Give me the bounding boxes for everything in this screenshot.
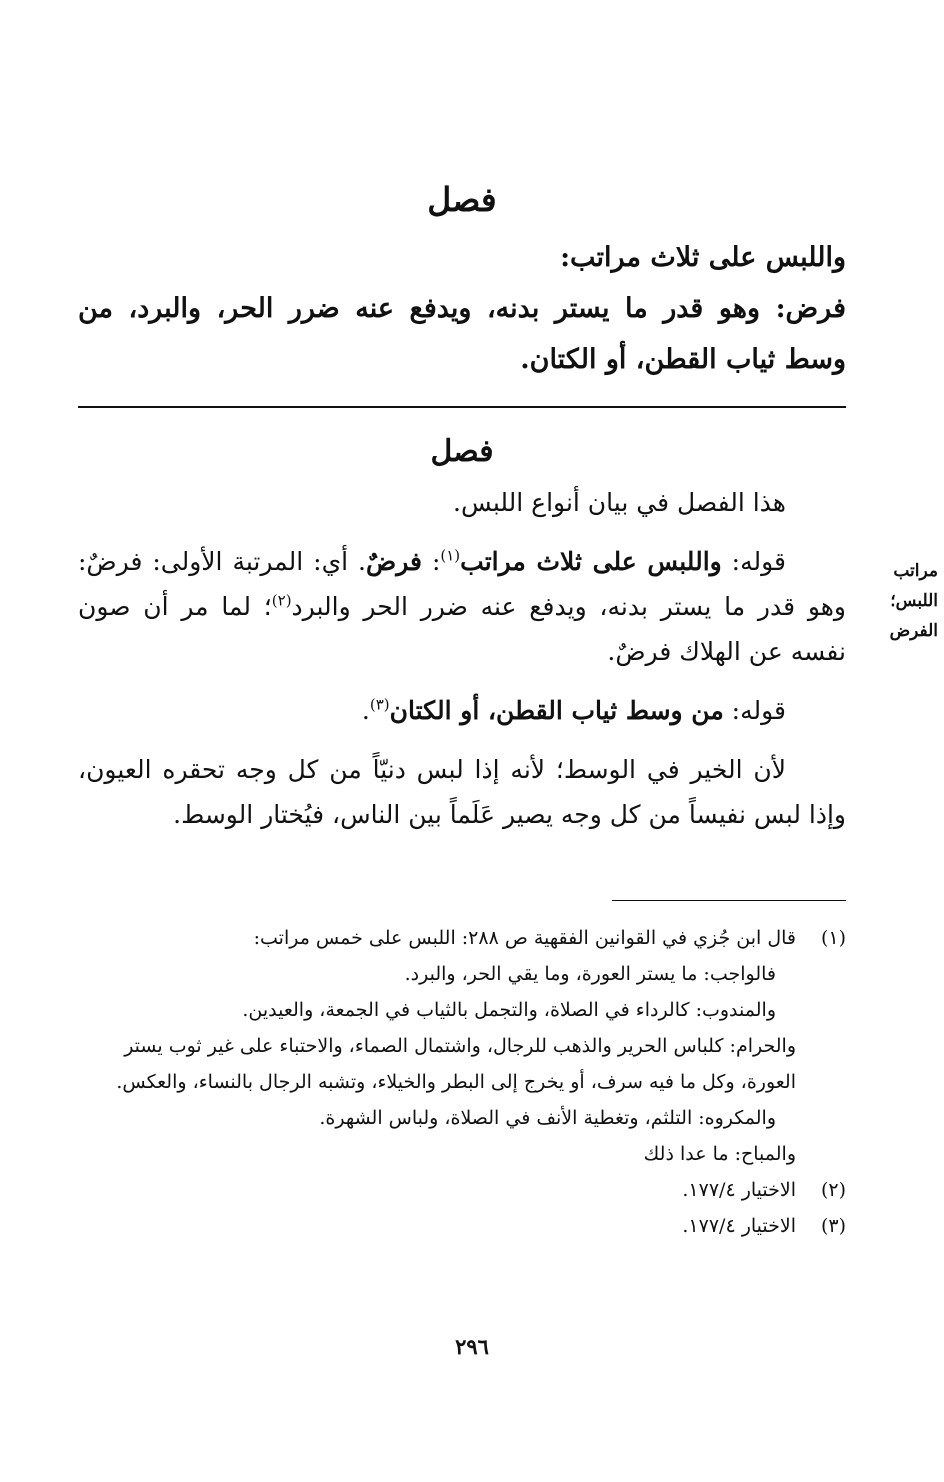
footnote-1-line: والمباح: ما عدا ذلك — [643, 1143, 796, 1165]
footnote-1-line: والمندوب: كالرداء في الصلاة، والتجمل بالثياب في الجمعة، والعيدين. — [242, 999, 776, 1021]
margin-note-line-2: اللبس؛ — [890, 591, 938, 611]
footnote-2: (٢) الاختيار ١٧٧/٤. — [78, 1172, 846, 1208]
footnote-number: (٢) — [820, 1179, 846, 1201]
commentary-para-2: قوله: من وسط ثياب القطن، أو الكتان$^{(٣)}$. — [361, 695, 786, 725]
margin-note-line-1: مراتب — [893, 561, 938, 581]
footnote-1-line: فالواجب: ما يستر العورة، وما يقي الحر، والبرد. — [404, 963, 776, 985]
commentary-intro: هذا الفصل في بيان أنواع اللبس. — [453, 488, 786, 517]
matn-line-2: فرض: وهو قدر ما يستر بدنه، ويدفع عنه ضرر الحر، والبرد، من وسط ثياب القطن، أو الكتان. — [78, 293, 846, 375]
footnote-1-line: والحرام: كلباس الحرير والذهب للرجال، واشتمال الصماء، والاحتباء على غير ثوب يستر العورة، وكل ما فيه سرف، أو يخرج إلى البطر والخيلاء، وتشبه الرجال بالنساء، والعكس. — [116, 1035, 796, 1093]
commentary-text — [78, 480, 846, 837]
matn-line-1: واللبس على ثلاث مراتب: — [560, 242, 846, 273]
commentary-para-1: قوله: واللبس على ثلاث مراتب$^{(١)}$: فرضٌ. أي: المرتبة الأولى: فرضٌ: وهو قدر ما يستر بدنه، ويدفع عنه ضرر الحر والبرد$^{(٢)}$؛ لما مر أن صون نفسه عن الهلاك فرضٌ. — [78, 546, 846, 666]
margin-note — [878, 556, 938, 646]
footnote-3: (٣) الاختيار ١٧٧/٤. — [78, 1208, 846, 1244]
footnote-number: (٣) — [820, 1215, 846, 1237]
page-number: ٢٩٦ — [455, 1334, 489, 1359]
footnotes — [78, 920, 846, 1244]
footnote-1-line: والمكروه: التلثم، وتغطية الأنف في الصلاة، ولباس الشهرة. — [319, 1107, 776, 1129]
footnote-divider — [612, 900, 846, 901]
section-heading-top: فصل — [427, 180, 497, 219]
section-heading-commentary: فصل — [430, 434, 494, 469]
section-divider — [78, 406, 846, 408]
commentary-para-3: لأن الخير في الوسط؛ لأنه إذا لبس دنيّاً من كل وجه تحقره العيون، وإذا لبس نفيساً من كل وجه يصير عَلَماً بين الناس، فيُختار الوسط. — [78, 755, 846, 829]
margin-note-line-3: الفرض — [889, 621, 938, 641]
footnote-number: (١) — [820, 927, 846, 949]
footnote-ref-2[interactable]: (٢) — [271, 591, 292, 610]
footnote-ref-1[interactable]: (١) — [440, 546, 461, 565]
footnote-1: (١) قال ابن جُزي في القوانين الفقهية ص ٢٨٨: اللبس على خمس مراتب: — [78, 920, 846, 956]
footnote-ref-3[interactable]: (٣) — [369, 695, 390, 714]
